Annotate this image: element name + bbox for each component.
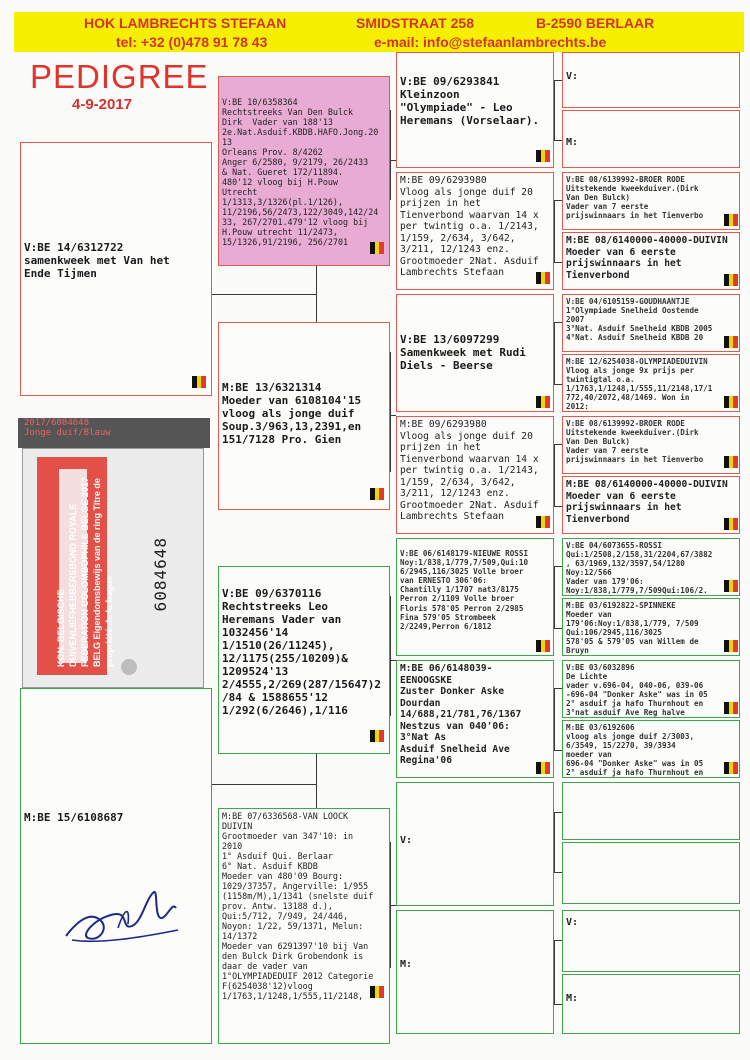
ring-header <box>18 418 210 448</box>
federation-text: KON. BELGISCHE DUIVENLIEFHEBBERSBOND ROYALE FEDERATION COLOMBOPHILE BELGE 2017 BELG Eigendomsbewijs van de ring Titre de propriété de la bague <box>56 477 114 667</box>
phone-number: tel: +32 (0)478 91 78 43 <box>116 34 268 50</box>
fmmf-text: V:BE 08/6139992-BROER RODE Uitstekende kweekduiver.(Dirk Van Den Bulck) Vader van 7 eerste prijswinnaars in het Tienverbo <box>566 419 704 465</box>
ffm-box <box>396 172 554 290</box>
belgium-flag-icon <box>536 516 550 528</box>
belgium-flag-icon <box>724 762 738 774</box>
belgium-flag-icon <box>724 702 738 714</box>
ffmf-box <box>562 172 740 230</box>
ffff-box <box>562 52 740 108</box>
connector-line <box>554 688 555 750</box>
belgium-flag-icon <box>724 396 738 408</box>
connector-line <box>390 842 391 968</box>
ff-box <box>218 76 390 266</box>
fmf-box <box>396 294 554 412</box>
mmf-box <box>396 782 554 906</box>
connector-line <box>554 384 562 385</box>
connector-line <box>554 322 562 323</box>
connector-line <box>554 566 555 628</box>
fm-text: M:BE 13/6321314 Moeder van 6108104'15 vloog als jonge duif Soup.3/963,13,2391,en 151/7128 Pro. Gien <box>222 381 362 446</box>
connector-line <box>554 812 562 813</box>
father-box <box>20 142 212 396</box>
connector-line <box>554 200 555 262</box>
fmmm-text: M:BE 08/6140000-40000-DUIVIN Moeder van 6 eerste prijswinnaars in het Tienverbond <box>566 479 728 525</box>
belgium-flag-icon <box>370 488 384 500</box>
belgium-flag-icon <box>370 242 384 254</box>
connector-line <box>212 784 316 785</box>
mfmm-box <box>562 720 740 778</box>
connector-line <box>554 566 562 567</box>
connector-line <box>554 750 562 751</box>
fmm-box <box>396 416 554 534</box>
father-text: V:BE 14/6312722 samenkweek met Van het Ende Tijmen <box>24 241 170 280</box>
fff-box <box>396 52 554 168</box>
ffmf-text: V:BE 08/6139992-BROER RODE Uitstekende kweekduiver.(Dirk Van Den Bulck) Vader van 7 eerste prijswinnaars in het Tienverbo <box>566 175 704 221</box>
ring-card <box>18 418 210 688</box>
connector-line <box>554 444 562 445</box>
belgium-flag-icon <box>724 214 738 226</box>
fmmm-box <box>562 476 740 534</box>
mmm-box <box>396 910 554 1034</box>
mother-box <box>20 688 212 1044</box>
mff-box <box>396 538 554 656</box>
mmf-text: V: <box>400 835 413 846</box>
belgium-flag-icon <box>724 518 738 530</box>
connector-line <box>554 322 555 384</box>
belgium-flag-icon <box>724 456 738 468</box>
connector-line <box>316 266 317 322</box>
belgium-flag-icon <box>192 376 206 388</box>
belgium-flag-icon <box>370 986 384 998</box>
street-address: SMIDSTRAAT 258 <box>356 15 474 31</box>
connector-line <box>554 506 562 507</box>
loft-name: HOK LAMBRECHTS STEFAAN <box>84 15 287 31</box>
belgium-flag-icon <box>724 336 738 348</box>
connector-line <box>554 80 555 140</box>
mfmm-text: M:BE 03/6192606 vloog als jonge duif 2/3003, 6/3549, 15/2270, 39/3934 moeder van 696-04 "Donker Aske" was in 05 2° asduif ja hafo Thurnhout en <box>566 723 704 778</box>
belgium-flag-icon <box>724 580 738 592</box>
mmm-text: M: <box>400 959 413 970</box>
connector-line <box>554 940 562 941</box>
belgium-flag-icon <box>724 640 738 652</box>
mfmf-box <box>562 660 740 718</box>
connector-line <box>554 140 562 141</box>
connector-line <box>554 940 555 1004</box>
belgium-flag-icon <box>724 274 738 286</box>
connector-line <box>554 262 562 263</box>
belgium-flag-icon <box>536 396 550 408</box>
ffmm-box <box>562 232 740 290</box>
connector-line <box>554 200 562 201</box>
mfff-box <box>562 538 740 596</box>
mfm-text: M:BE 06/6148039- EENOOGSKE Zuster Donker Aske Dourdan 14/688,21/781,76/1367 Nestzus van 040'06: 3°Nat As Asduif Snelheid Ave Regina'06 <box>400 663 522 766</box>
card-ring-number: 6084648 <box>151 537 170 612</box>
fm-box <box>218 322 390 510</box>
fmff-box <box>562 294 740 352</box>
mmmm-text: M: <box>566 993 579 1004</box>
fmf-text: V:BE 13/6097299 Samenkweek met Rudi Diels - Beerse <box>400 333 526 372</box>
mffm-box <box>562 598 740 656</box>
email-address[interactable]: e-mail: info@stefaanlambrechts.be <box>374 34 607 50</box>
belgium-flag-icon <box>536 762 550 774</box>
fmm-text: M:BE 09/6293980 Vloog als jonge duif 20 prijzen in het Tienverbond waarvan 14 x per twintig o.a. 1/2143, 1/159, 2/634, 3/642, 3/211, 12/1243 enz. Grootmoeder 2Nat. Asduif Lambrechts Stefaan <box>400 419 539 522</box>
connector-line <box>212 294 316 295</box>
connector-line <box>390 352 391 472</box>
mmff-box <box>562 782 740 840</box>
bird-type-color: Jonge duif/Blauw <box>24 428 111 438</box>
connector-line <box>554 80 562 81</box>
mff-text: V:BE 06/6148179-NIEUWE ROSSI Noy:1/838,1/779,7/509,Qui:10 6/2945,116/3025 Volle broer van ERNESTO 306'06: Chantilly 1/1707 nat3/8175 Perron 2/1109 Volle broer Floris 578'05 Perron 2/2985 Fina 579'05 Strombeek 2/2249,Perron 6/1812 <box>400 549 529 631</box>
mf-text: V:BE 09/6370116 Rechtstreeks Leo Heremans Vader van 1032456'14 1/1510(26/11245), 12/1175(255/10209)& 1209524'13 2/4555,2/269(287/15647)2 /84 & 1588655'12 1/292(6/2646),1/116 <box>222 587 381 717</box>
connector-line <box>554 1004 562 1005</box>
connector-line <box>554 812 555 872</box>
connector-line <box>554 872 562 873</box>
belgium-flag-icon <box>536 150 550 162</box>
fmfm-box <box>562 354 740 412</box>
fmff-text: V:BE 04/6105159-GOUDHAANTJE 1°Olympiade Snelheid Oostende 2007 3°Nat. Asduif Snelheid KBDB 2005 4°Nat. Asduif Snelheid KBDB 20 <box>566 297 713 343</box>
ffm-text: M:BE 09/6293980 Vloog als jonge duif 20 prijzen in het Tienverbond waarvan 14 x per twintig o.a. 1/2143, 1/159, 2/634, 3/642, 3/211, 12/1243 enz. Grootmoeder 2Nat. Asduif Lambrechts Stefaan <box>400 175 539 278</box>
belgium-flag-icon <box>536 640 550 652</box>
mmmf-box <box>562 910 740 972</box>
mm-box <box>218 808 390 1044</box>
mm-text: M:BE 07/6336568-VAN LOOCK DUIVIN Grootmoeder van 347'10: in 2010 1° Asduif Qui. Berlaar 6° Nat. Asduif KBDB Moeder van 480'09 Bourg: 1029/37357, Angerville: 1/955 (1158m/M),1/1341 (snelste duif prov. Antw. 13188 d.), Qui:5/712, 7/949, 24/446, Noyon: 1/22, 59/1371, Melun: 14/1372 Moeder van 6291397'10 bij Van den Bulck Dirk Grobendonk is daar de vader van 1°OLYMPIADEDUIF 2012 Categorie F(6254038'12)vloog 1/1763,1/1248,1/555,11/2148, <box>222 811 374 1001</box>
federation-strip <box>37 457 114 675</box>
ffff-text: V: <box>566 71 579 82</box>
ff-text: V:BE 10/6358364 Rechtstreeks Van Den Bulck Dirk Vader van 188'13 2e.Nat.Asduif.KBDB.HAFO.Jong.20 13 Orleans Prov. 8/4262 Anger 6/2580, 9/2179, 26/2433 & Nat. Gueret 172/11894. 480'12 vloog bij H.Pouw Utrecht 1/1313,3/1326(pl.1/126), 11/2196,56/2473,122/3049,142/24 33, 267/2701.479'12 vloog bij H.Pouw utrecht 11/2473, 15/1326,91/2196, 256/2701 <box>222 97 379 247</box>
fffm-box <box>562 110 740 168</box>
pedigree-date: 4-9-2017 <box>72 96 133 113</box>
card-hole <box>121 659 137 675</box>
connector-line <box>554 688 562 689</box>
mmmf-text: V: <box>566 917 579 928</box>
ffmm-text: M:BE 08/6140000-40000-DUIVIN Moeder van 6 eerste prijswinnaars in het Tienverbond <box>566 235 728 281</box>
fffm-text: M: <box>566 137 579 148</box>
mmfm-box <box>562 842 740 904</box>
fmmf-box <box>562 416 740 474</box>
connector-line <box>390 596 391 716</box>
mmmm-box <box>562 974 740 1034</box>
belgium-flag-icon <box>370 730 384 742</box>
ring-number: 2017/6084648 <box>24 418 90 428</box>
connector-line <box>554 628 562 629</box>
connector-line <box>390 110 391 200</box>
mfff-text: V:BE 04/6073655-ROSSI Qui:1/2508,2/158,31/2204,67/3882 , 63/1969,132/3597,54/1280 Noy:12/566 Vader van 179'06: Noy:1/838,1/779,7/509Qui:106/2. <box>566 541 713 596</box>
connector-line <box>554 444 555 506</box>
ownership-card <box>22 448 204 688</box>
mmff-text <box>563 783 739 787</box>
page-title: PEDIGREE <box>30 58 209 95</box>
city-address: B-2590 BERLAAR <box>536 15 655 31</box>
belgium-flag-icon <box>536 272 550 284</box>
mmfm-text <box>563 843 739 847</box>
fmfm-text: M:BE 12/6254038-OLYMPIADEDUIVIN Vloog als jonge 9x prijs per twintigtal o.a. 1/1763,1/1248,1/555,11/2148,17/1 772,40/2072,48/1469. Won in 2012: <box>566 357 713 412</box>
mf-box <box>218 566 390 754</box>
fff-text: V:BE 09/6293841 Kleinzoon "Olympiade" - Leo Heremans (Vorselaar). <box>400 75 540 127</box>
connector-line <box>316 754 317 808</box>
signature-image <box>58 880 188 950</box>
mfm-box <box>396 660 554 778</box>
mfmf-text: V:BE 03/6032896 De Lichte vader v.696-04, 040-06, 039-06 -696-04 "Donker Aske" was in 05 2° asduif ja hafo Thurnhout en 3°nat asduif Ave Reg halve <box>566 663 708 718</box>
mother-text: M:BE 15/6108687 <box>24 811 124 824</box>
header-bar <box>14 12 744 52</box>
mffm-text: M:BE 03/6192822-SPINNEKE Moeder van 179'06:Noy:1/838,1/779, 7/509 Qui:106/2945,116/3025 578'05 & 579'05 van Willem de Bruyn <box>566 601 699 656</box>
